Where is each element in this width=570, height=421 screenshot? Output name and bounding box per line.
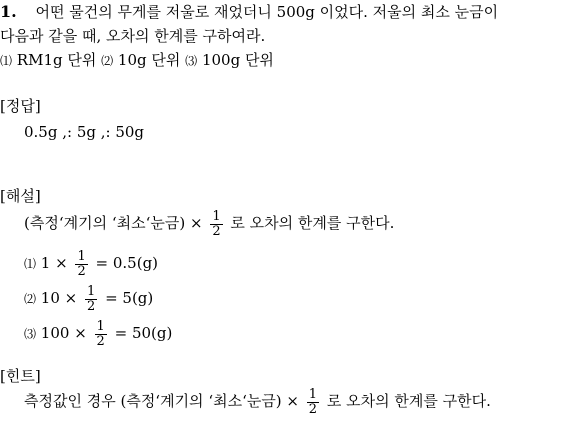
rule-suffix: 로 오차의 한계를 구한다. <box>230 214 395 232</box>
fraction-denominator: 2 <box>212 223 221 239</box>
option-1-label: ⑴ <box>0 54 13 68</box>
explanation-item-2 <box>24 283 153 314</box>
explanation-heading: [해설] <box>0 187 41 205</box>
fraction-numerator: 1 <box>87 283 96 299</box>
explanation-rule <box>24 208 394 239</box>
fraction-denominator: 2 <box>96 333 105 349</box>
item-1-label: ⑴ <box>24 257 37 271</box>
item-3-label: ⑶ <box>24 327 37 341</box>
fraction-denominator: 2 <box>77 263 86 279</box>
explanation-item-1 <box>24 248 158 279</box>
fraction-denominator: 2 <box>308 401 318 417</box>
problem-options <box>0 50 274 71</box>
item-3-prefix: 100 × <box>40 324 87 342</box>
fraction-numerator: 1 <box>308 386 318 402</box>
item-2-fraction <box>85 285 97 314</box>
item-1-prefix: 1 × <box>40 254 68 272</box>
option-2-text: 10g 단위 <box>117 51 181 69</box>
item-1-result: = 0.5(g) <box>95 254 159 272</box>
explanation-item-3 <box>24 318 172 349</box>
fraction-denominator: 2 <box>87 298 96 314</box>
fraction-numerator: 1 <box>77 248 86 264</box>
answer-heading: [정답] <box>0 97 41 115</box>
option-1-text: RM1g 단위 <box>16 51 97 69</box>
item-1-fraction <box>75 250 87 279</box>
hint-heading: [힌트] <box>0 367 41 385</box>
hint-fraction <box>307 388 319 417</box>
option-3-label: ⑶ <box>185 54 198 68</box>
item-2-result: = 5(g) <box>105 289 154 307</box>
problem-line-2: 다음과 같을 때, 오차의 한계를 구하여라. <box>0 27 266 45</box>
problem-number: 1. <box>0 2 17 21</box>
rule-prefix: (측정‘계기의 ‘최소‘눈금) × <box>24 214 203 232</box>
fraction-one-half <box>210 210 222 239</box>
problem-line-1 <box>0 2 498 22</box>
answer-text: 0.5g ,: 5g ,: 50g <box>24 123 145 141</box>
option-3-text: 100g 단위 <box>201 51 274 69</box>
fraction-numerator: 1 <box>212 208 221 224</box>
hint-prefix: 측정값인 경우 (측정‘계기의 ‘최소‘눈금) × <box>24 392 300 410</box>
item-2-label: ⑵ <box>24 292 37 306</box>
hint-suffix: 로 오차의 한계를 구한다. <box>326 392 491 410</box>
item-2-prefix: 10 × <box>40 289 78 307</box>
item-3-result: = 50(g) <box>114 324 173 342</box>
fraction-numerator: 1 <box>96 318 105 334</box>
item-3-fraction <box>95 320 107 349</box>
hint-text <box>24 386 491 417</box>
option-2-label: ⑵ <box>101 54 114 68</box>
problem-text-1: 어떤 물건의 무게를 저울로 재었더니 500g 이었다. 저울의 최소 눈금이 <box>35 3 499 21</box>
